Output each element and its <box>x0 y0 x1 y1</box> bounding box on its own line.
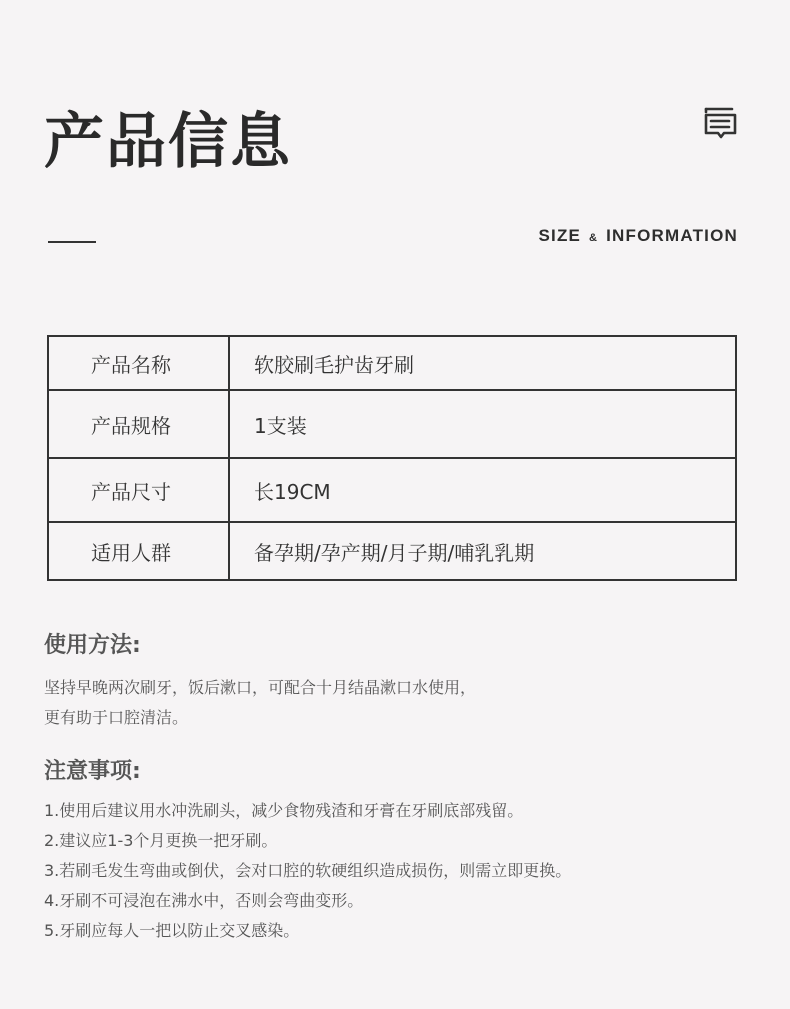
row-label: 产品规格 <box>48 390 229 458</box>
subtitle-ampersand: & <box>589 232 599 244</box>
row-value: 1支装 <box>229 390 736 458</box>
notes-line: 3.若刷毛发生弯曲或倒伏，会对口腔的软硬组织造成损伤，则需立即更换。 <box>44 861 572 880</box>
section-subtitle <box>539 226 739 248</box>
row-value: 软胶刷毛护齿牙刷 <box>229 336 736 390</box>
subtitle-size: SIZE <box>538 226 582 245</box>
notes-line: 4.牙刷不可浸泡在沸水中，否则会弯曲变形。 <box>44 891 364 910</box>
title-underline <box>48 241 96 243</box>
page-title: 产品信息 <box>44 107 292 177</box>
row-value: 长19CM <box>229 458 736 522</box>
notes-line: 5.牙刷应每人一把以防止交叉感染。 <box>44 921 300 940</box>
row-label: 产品尺寸 <box>48 458 229 522</box>
notes-line: 2.建议应1-3个月更换一把牙刷。 <box>44 831 278 850</box>
table-row <box>48 522 736 580</box>
table-row <box>48 458 736 522</box>
table-row <box>48 390 736 458</box>
chat-bubble-list-icon <box>700 104 740 144</box>
usage-line: 坚持早晚两次刷牙，饭后漱口，可配合十月结晶漱口水使用， <box>44 678 477 697</box>
usage-line: 更有助于口腔清洁。 <box>44 708 189 727</box>
notes-heading: 注意事项: <box>44 759 141 784</box>
notes-line: 1.使用后建议用水冲洗刷头，减少食物残渣和牙膏在牙刷底部残留。 <box>44 801 524 820</box>
row-label: 产品名称 <box>48 336 229 390</box>
product-info-table <box>47 335 737 581</box>
subtitle-information: INFORMATION <box>606 226 738 245</box>
row-value: 备孕期/孕产期/月子期/哺乳乳期 <box>229 522 736 580</box>
row-label: 适用人群 <box>48 522 229 580</box>
table-row <box>48 336 736 390</box>
usage-heading: 使用方法: <box>44 633 141 658</box>
